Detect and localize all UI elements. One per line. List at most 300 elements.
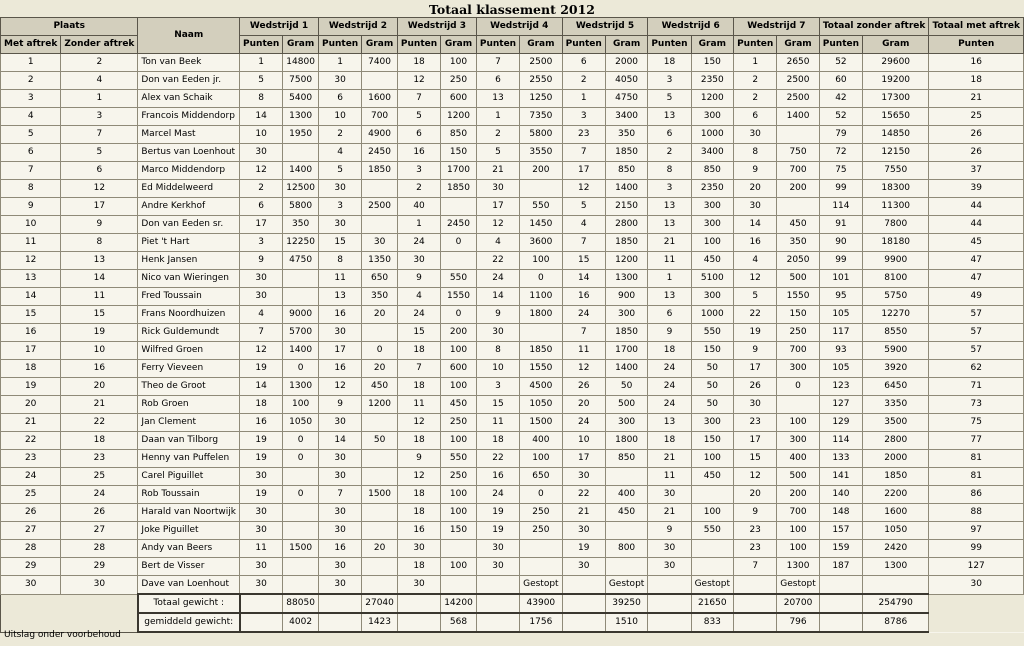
cell-place-zonder-aftrek: 16 bbox=[61, 360, 138, 378]
cell-w7-punten: 8 bbox=[734, 144, 777, 162]
cell-w7-gram: 700 bbox=[777, 504, 820, 522]
cell-w4-gram: 4500 bbox=[520, 378, 563, 396]
header-punten: Punten bbox=[648, 36, 691, 54]
cell-total-zonder-punten: 90 bbox=[819, 234, 862, 252]
cell-w3-punten: 7 bbox=[397, 90, 440, 108]
cell-w2-gram: 2500 bbox=[362, 198, 398, 216]
cell-w3-gram bbox=[441, 252, 477, 270]
table-row bbox=[1, 486, 1024, 504]
cell-total-zonder-punten: 157 bbox=[819, 522, 862, 540]
cell-total-zonder-punten: 75 bbox=[819, 162, 862, 180]
header-wedstrijd-3: Wedstrijd 3 bbox=[397, 18, 476, 36]
cell-w7-gram: 350 bbox=[777, 234, 820, 252]
cell-total-zonder-gram: 2200 bbox=[863, 486, 929, 504]
cell-w3-gram: 100 bbox=[441, 432, 477, 450]
cell-w2-punten: 7 bbox=[318, 486, 361, 504]
cell-place-zonder-aftrek: 15 bbox=[61, 306, 138, 324]
cell-total-zonder-gram: 2000 bbox=[863, 450, 929, 468]
cell-w2-gram: 2450 bbox=[362, 144, 398, 162]
cell-w4-gram: 3600 bbox=[520, 234, 563, 252]
cell-w1-gram: 9000 bbox=[283, 306, 319, 324]
cell-total-met-punten: 18 bbox=[929, 72, 1024, 90]
cell-total-met-punten: 99 bbox=[929, 540, 1024, 558]
cell-w4-punten: 5 bbox=[476, 144, 519, 162]
cell-w6-gram bbox=[691, 558, 734, 576]
cell-place-met-aftrek: 15 bbox=[1, 306, 61, 324]
cell-w4-punten: 3 bbox=[476, 378, 519, 396]
cell-place-zonder-aftrek: 8 bbox=[61, 234, 138, 252]
cell-name: Don van Eeden sr. bbox=[138, 216, 240, 234]
cell-total-met-punten: 47 bbox=[929, 270, 1024, 288]
cell-w4-gram: 1850 bbox=[520, 342, 563, 360]
table-row bbox=[1, 72, 1024, 90]
cell-w7-gram bbox=[777, 126, 820, 144]
cell-name: Henny van Puffelen bbox=[138, 450, 240, 468]
cell-w4-punten: 8 bbox=[476, 342, 519, 360]
header-wedstrijd-1: Wedstrijd 1 bbox=[240, 18, 319, 36]
cell-w3-punten: 30 bbox=[397, 576, 440, 595]
cell-w6-gram: 5100 bbox=[691, 270, 734, 288]
cell-w7-punten: 2 bbox=[734, 90, 777, 108]
table-row bbox=[1, 126, 1024, 144]
cell-w6-punten: 6 bbox=[648, 126, 691, 144]
total-weight-w3: 14200 bbox=[441, 594, 477, 613]
cell-place-zonder-aftrek: 17 bbox=[61, 198, 138, 216]
cell-w1-gram: 14800 bbox=[283, 54, 319, 72]
cell-w4-gram: 650 bbox=[520, 468, 563, 486]
header-zonder-aftrek: Zonder aftrek bbox=[61, 36, 138, 54]
cell-w6-punten: 3 bbox=[648, 72, 691, 90]
cell-w4-punten: 10 bbox=[476, 360, 519, 378]
cell-total-zonder-punten: 105 bbox=[819, 360, 862, 378]
cell-w2-punten: 3 bbox=[318, 198, 361, 216]
cell-total-zonder-punten: 99 bbox=[819, 252, 862, 270]
cell-w7-gram: 100 bbox=[777, 414, 820, 432]
cell-w1-punten: 30 bbox=[240, 144, 283, 162]
cell-total-zonder-gram: 1300 bbox=[863, 558, 929, 576]
cell-w6-punten: 13 bbox=[648, 198, 691, 216]
cell-total-met-punten: 88 bbox=[929, 504, 1024, 522]
cell-w1-punten: 11 bbox=[240, 540, 283, 558]
cell-name: Fred Toussain bbox=[138, 288, 240, 306]
cell-name: Marco Middendorp bbox=[138, 162, 240, 180]
cell-w2-gram: 20 bbox=[362, 540, 398, 558]
cell-name: Rob Groen bbox=[138, 396, 240, 414]
table-row bbox=[1, 468, 1024, 486]
cell-w3-punten: 11 bbox=[397, 396, 440, 414]
cell-place-zonder-aftrek: 24 bbox=[61, 486, 138, 504]
total-weight-sum: 254790 bbox=[863, 594, 929, 613]
cell-name: Rick Guldemundt bbox=[138, 324, 240, 342]
cell-w1-punten: 30 bbox=[240, 270, 283, 288]
cell-w1-gram: 1400 bbox=[283, 162, 319, 180]
cell-w2-gram bbox=[362, 216, 398, 234]
cell-w5-punten: 30 bbox=[562, 522, 605, 540]
cell-w5-punten: 7 bbox=[562, 234, 605, 252]
cell-name: Henk Jansen bbox=[138, 252, 240, 270]
cell-w5-gram: 1700 bbox=[605, 342, 648, 360]
cell-w3-punten: 12 bbox=[397, 468, 440, 486]
cell-w3-gram: 850 bbox=[441, 126, 477, 144]
cell-w3-punten: 9 bbox=[397, 450, 440, 468]
cell-w7-punten: 12 bbox=[734, 468, 777, 486]
cell-w3-punten: 4 bbox=[397, 288, 440, 306]
cell-w7-punten: 9 bbox=[734, 504, 777, 522]
cell-w1-punten: 19 bbox=[240, 486, 283, 504]
cell-w5-gram: 1850 bbox=[605, 324, 648, 342]
cell-w1-punten: 30 bbox=[240, 522, 283, 540]
cell-w2-gram bbox=[362, 324, 398, 342]
cell-w3-gram: 100 bbox=[441, 378, 477, 396]
cell-w4-punten: 7 bbox=[476, 54, 519, 72]
cell-w5-gram: 3400 bbox=[605, 108, 648, 126]
cell-w2-gram bbox=[362, 504, 398, 522]
cell-w1-punten: 8 bbox=[240, 90, 283, 108]
avg-weight-w1: 4002 bbox=[283, 613, 319, 632]
cell-w2-punten: 30 bbox=[318, 558, 361, 576]
cell-w2-punten: 13 bbox=[318, 288, 361, 306]
cell-w5-punten: 7 bbox=[562, 144, 605, 162]
cell-total-zonder-punten: 114 bbox=[819, 432, 862, 450]
cell-w6-punten: 24 bbox=[648, 396, 691, 414]
cell-total-met-punten: 47 bbox=[929, 252, 1024, 270]
cell-total-zonder-gram: 6450 bbox=[863, 378, 929, 396]
cell-place-met-aftrek: 25 bbox=[1, 486, 61, 504]
cell-w7-gram: 700 bbox=[777, 162, 820, 180]
header-punten: Punten bbox=[476, 36, 519, 54]
cell-total-met-punten: 97 bbox=[929, 522, 1024, 540]
cell-total-met-punten: 57 bbox=[929, 324, 1024, 342]
cell-w6-gram: 300 bbox=[691, 288, 734, 306]
cell-w6-gram: 50 bbox=[691, 360, 734, 378]
cell-place-met-aftrek: 22 bbox=[1, 432, 61, 450]
cell-w2-gram bbox=[362, 180, 398, 198]
cell-w6-gram: 150 bbox=[691, 432, 734, 450]
cell-w4-gram bbox=[520, 180, 563, 198]
cell-name: Frans Noordhuizen bbox=[138, 306, 240, 324]
cell-w2-punten: 30 bbox=[318, 72, 361, 90]
cell-w2-gram: 1350 bbox=[362, 252, 398, 270]
cell-w5-punten: 7 bbox=[562, 324, 605, 342]
cell-w5-punten: 5 bbox=[562, 198, 605, 216]
cell-total-met-punten: 71 bbox=[929, 378, 1024, 396]
total-weight-w4: 43900 bbox=[520, 594, 563, 613]
cell-place-met-aftrek: 29 bbox=[1, 558, 61, 576]
cell-w3-punten: 6 bbox=[397, 126, 440, 144]
cell-total-met-punten: 30 bbox=[929, 576, 1024, 595]
cell-name: Ton van Beek bbox=[138, 54, 240, 72]
table-row bbox=[1, 90, 1024, 108]
table-row bbox=[1, 198, 1024, 216]
cell-w7-gram: 200 bbox=[777, 180, 820, 198]
cell-total-zonder-gram: 5900 bbox=[863, 342, 929, 360]
avg-weight-w7: 796 bbox=[777, 613, 820, 632]
cell-w3-gram: 600 bbox=[441, 90, 477, 108]
cell-w6-punten: 24 bbox=[648, 360, 691, 378]
cell-name: Piet 't Hart bbox=[138, 234, 240, 252]
cell-total-zonder-gram: 29600 bbox=[863, 54, 929, 72]
cell-place-met-aftrek: 21 bbox=[1, 414, 61, 432]
cell-total-zonder-gram: 18300 bbox=[863, 180, 929, 198]
cell-w2-gram: 650 bbox=[362, 270, 398, 288]
cell-w1-gram: 7500 bbox=[283, 72, 319, 90]
cell-place-zonder-aftrek: 18 bbox=[61, 432, 138, 450]
cell-w1-gram: 12500 bbox=[283, 180, 319, 198]
cell-total-met-punten: 81 bbox=[929, 450, 1024, 468]
cell-total-zonder-punten: 101 bbox=[819, 270, 862, 288]
cell-w2-gram: 20 bbox=[362, 360, 398, 378]
cell-w4-gram: 2550 bbox=[520, 72, 563, 90]
cell-w4-gram: 2500 bbox=[520, 54, 563, 72]
cell-w3-punten: 12 bbox=[397, 72, 440, 90]
cell-name: Joke Piguillet bbox=[138, 522, 240, 540]
cell-w2-gram: 0 bbox=[362, 342, 398, 360]
cell-w7-punten: 20 bbox=[734, 180, 777, 198]
cell-w7-punten: 23 bbox=[734, 414, 777, 432]
table-row bbox=[1, 540, 1024, 558]
cell-w6-punten: 24 bbox=[648, 378, 691, 396]
table-row bbox=[1, 54, 1024, 72]
cell-w5-gram bbox=[605, 558, 648, 576]
table-row bbox=[1, 162, 1024, 180]
cell-total-zonder-gram: 1850 bbox=[863, 468, 929, 486]
cell-w1-punten: 19 bbox=[240, 450, 283, 468]
cell-w5-gram: 1400 bbox=[605, 180, 648, 198]
cell-w7-punten: 22 bbox=[734, 306, 777, 324]
cell-w3-gram: 100 bbox=[441, 486, 477, 504]
header-gram: Gram bbox=[691, 36, 734, 54]
cell-w2-gram: 700 bbox=[362, 108, 398, 126]
cell-w5-punten: 14 bbox=[562, 270, 605, 288]
cell-w6-gram: 300 bbox=[691, 108, 734, 126]
cell-w3-gram: 150 bbox=[441, 522, 477, 540]
cell-total-zonder-punten: 95 bbox=[819, 288, 862, 306]
cell-w6-gram: 1000 bbox=[691, 306, 734, 324]
table-row bbox=[1, 324, 1024, 342]
table-row bbox=[1, 522, 1024, 540]
cell-name: Don van Eeden jr. bbox=[138, 72, 240, 90]
cell-w1-punten: 9 bbox=[240, 252, 283, 270]
cell-w5-punten: 22 bbox=[562, 486, 605, 504]
cell-total-zonder-punten: 123 bbox=[819, 378, 862, 396]
cell-w1-punten: 16 bbox=[240, 414, 283, 432]
cell-place-met-aftrek: 4 bbox=[1, 108, 61, 126]
cell-total-zonder-gram: 1600 bbox=[863, 504, 929, 522]
cell-place-met-aftrek: 1 bbox=[1, 54, 61, 72]
cell-w5-punten: 12 bbox=[562, 360, 605, 378]
cell-total-zonder-punten: 159 bbox=[819, 540, 862, 558]
cell-w7-punten: 9 bbox=[734, 162, 777, 180]
cell-w5-gram: 400 bbox=[605, 486, 648, 504]
cell-total-zonder-punten: 52 bbox=[819, 108, 862, 126]
header-gram: Gram bbox=[283, 36, 319, 54]
cell-w7-gram: 2500 bbox=[777, 72, 820, 90]
cell-place-met-aftrek: 23 bbox=[1, 450, 61, 468]
cell-w1-punten: 7 bbox=[240, 324, 283, 342]
header-punten: Punten bbox=[397, 36, 440, 54]
cell-w1-gram bbox=[283, 270, 319, 288]
cell-w6-gram: 50 bbox=[691, 396, 734, 414]
table-row bbox=[1, 432, 1024, 450]
table-row bbox=[1, 378, 1024, 396]
cell-w1-punten: 30 bbox=[240, 558, 283, 576]
cell-w5-gram: 300 bbox=[605, 306, 648, 324]
cell-w1-gram: 5800 bbox=[283, 198, 319, 216]
cell-w7-gram: 200 bbox=[777, 486, 820, 504]
cell-w4-punten: 9 bbox=[476, 306, 519, 324]
cell-w7-gram: 300 bbox=[777, 432, 820, 450]
cell-w7-punten: 30 bbox=[734, 126, 777, 144]
cell-w3-gram: 250 bbox=[441, 468, 477, 486]
cell-place-zonder-aftrek: 29 bbox=[61, 558, 138, 576]
cell-w6-gram: 3400 bbox=[691, 144, 734, 162]
cell-name: Bert de Visser bbox=[138, 558, 240, 576]
cell-w5-gram: 2800 bbox=[605, 216, 648, 234]
cell-w2-punten: 30 bbox=[318, 468, 361, 486]
cell-name: Harald van Noortwijk bbox=[138, 504, 240, 522]
header-gram: Gram bbox=[441, 36, 477, 54]
cell-w2-gram: 30 bbox=[362, 234, 398, 252]
cell-w3-gram: 2450 bbox=[441, 216, 477, 234]
cell-w1-gram bbox=[283, 144, 319, 162]
cell-w6-punten: 9 bbox=[648, 324, 691, 342]
cell-place-zonder-aftrek: 13 bbox=[61, 252, 138, 270]
cell-w4-punten: 4 bbox=[476, 234, 519, 252]
cell-w3-punten: 18 bbox=[397, 432, 440, 450]
cell-w2-punten: 30 bbox=[318, 522, 361, 540]
page-title: Totaal klassement 2012 bbox=[429, 2, 595, 17]
cell-w7-punten: 23 bbox=[734, 522, 777, 540]
cell-w3-punten: 9 bbox=[397, 270, 440, 288]
cell-w3-gram: 100 bbox=[441, 342, 477, 360]
cell-w7-punten: 17 bbox=[734, 360, 777, 378]
header-punten: Punten bbox=[929, 36, 1024, 54]
cell-w1-gram: 5400 bbox=[283, 90, 319, 108]
cell-w6-gram: 100 bbox=[691, 234, 734, 252]
cell-w1-gram: 12250 bbox=[283, 234, 319, 252]
cell-w3-punten: 18 bbox=[397, 378, 440, 396]
cell-w6-punten: 18 bbox=[648, 432, 691, 450]
cell-total-zonder-gram: 3500 bbox=[863, 414, 929, 432]
cell-w2-gram: 50 bbox=[362, 432, 398, 450]
table-row bbox=[1, 576, 1024, 595]
cell-w7-punten: 2 bbox=[734, 72, 777, 90]
cell-place-met-aftrek: 11 bbox=[1, 234, 61, 252]
cell-w7-gram: 1550 bbox=[777, 288, 820, 306]
cell-w2-gram bbox=[362, 558, 398, 576]
cell-w1-punten: 12 bbox=[240, 162, 283, 180]
cell-w3-gram bbox=[441, 540, 477, 558]
avg-weight-w3: 568 bbox=[441, 613, 477, 632]
cell-place-met-aftrek: 17 bbox=[1, 342, 61, 360]
cell-w7-punten bbox=[734, 576, 777, 595]
cell-w3-punten: 2 bbox=[397, 180, 440, 198]
cell-total-met-punten: 25 bbox=[929, 108, 1024, 126]
cell-name: Andy van Beers bbox=[138, 540, 240, 558]
cell-place-met-aftrek: 7 bbox=[1, 162, 61, 180]
cell-w1-gram bbox=[283, 288, 319, 306]
cell-w2-gram bbox=[362, 414, 398, 432]
cell-w4-gram: 3550 bbox=[520, 144, 563, 162]
cell-total-zonder-gram: 2420 bbox=[863, 540, 929, 558]
cell-w2-gram bbox=[362, 72, 398, 90]
header-punten: Punten bbox=[562, 36, 605, 54]
cell-total-zonder-punten: 42 bbox=[819, 90, 862, 108]
cell-w7-gram: 1300 bbox=[777, 558, 820, 576]
table-row bbox=[1, 414, 1024, 432]
cell-w1-gram bbox=[283, 522, 319, 540]
cell-w2-gram: 1600 bbox=[362, 90, 398, 108]
header-wedstrijd-6: Wedstrijd 6 bbox=[648, 18, 734, 36]
table-row bbox=[1, 450, 1024, 468]
header-punten: Punten bbox=[318, 36, 361, 54]
cell-w6-punten: 9 bbox=[648, 522, 691, 540]
cell-w6-gram: 100 bbox=[691, 450, 734, 468]
cell-w6-gram: 300 bbox=[691, 198, 734, 216]
table-row bbox=[1, 216, 1024, 234]
cell-total-zonder-gram: 14850 bbox=[863, 126, 929, 144]
cell-total-met-punten: 26 bbox=[929, 126, 1024, 144]
cell-total-zonder-punten bbox=[819, 576, 862, 595]
cell-w3-punten: 18 bbox=[397, 504, 440, 522]
cell-w6-punten: 21 bbox=[648, 234, 691, 252]
cell-w2-punten: 17 bbox=[318, 342, 361, 360]
cell-w6-punten: 18 bbox=[648, 54, 691, 72]
cell-w3-punten: 18 bbox=[397, 342, 440, 360]
cell-place-met-aftrek: 2 bbox=[1, 72, 61, 90]
cell-total-met-punten: 21 bbox=[929, 90, 1024, 108]
cell-w7-punten: 30 bbox=[734, 396, 777, 414]
footer-spacer bbox=[1, 594, 138, 613]
cell-total-met-punten: 44 bbox=[929, 216, 1024, 234]
cell-w5-gram: 450 bbox=[605, 504, 648, 522]
cell-name: Nico van Wieringen bbox=[138, 270, 240, 288]
cell-place-zonder-aftrek: 9 bbox=[61, 216, 138, 234]
cell-w5-punten: 24 bbox=[562, 306, 605, 324]
cell-w5-gram: 1850 bbox=[605, 234, 648, 252]
cell-w5-gram: 300 bbox=[605, 414, 648, 432]
avg-weight-w5: 1510 bbox=[605, 613, 648, 632]
cell-total-met-punten: 81 bbox=[929, 468, 1024, 486]
cell-w2-punten: 8 bbox=[318, 252, 361, 270]
cell-w1-punten: 6 bbox=[240, 198, 283, 216]
cell-w3-gram: 1550 bbox=[441, 288, 477, 306]
cell-w3-punten: 1 bbox=[397, 216, 440, 234]
cell-place-zonder-aftrek: 26 bbox=[61, 504, 138, 522]
cell-total-zonder-gram: 2800 bbox=[863, 432, 929, 450]
header-gram: Gram bbox=[777, 36, 820, 54]
cell-place-zonder-aftrek: 6 bbox=[61, 162, 138, 180]
cell-w3-punten: 40 bbox=[397, 198, 440, 216]
cell-w4-gram: 5800 bbox=[520, 126, 563, 144]
cell-w2-gram: 20 bbox=[362, 306, 398, 324]
cell-w6-gram bbox=[691, 486, 734, 504]
cell-name: Theo de Groot bbox=[138, 378, 240, 396]
cell-w5-gram: 50 bbox=[605, 378, 648, 396]
cell-w7-punten: 7 bbox=[734, 558, 777, 576]
total-weight-w7: 20700 bbox=[777, 594, 820, 613]
cell-total-met-punten: 45 bbox=[929, 234, 1024, 252]
cell-w1-gram: 0 bbox=[283, 360, 319, 378]
cell-w3-punten: 3 bbox=[397, 162, 440, 180]
cell-total-zonder-gram: 15650 bbox=[863, 108, 929, 126]
cell-w4-punten: 16 bbox=[476, 468, 519, 486]
cell-w5-gram: 900 bbox=[605, 288, 648, 306]
cell-w7-gram: 2500 bbox=[777, 90, 820, 108]
cell-w1-gram: 4750 bbox=[283, 252, 319, 270]
cell-w4-punten bbox=[476, 576, 519, 595]
cell-w7-gram: 2050 bbox=[777, 252, 820, 270]
